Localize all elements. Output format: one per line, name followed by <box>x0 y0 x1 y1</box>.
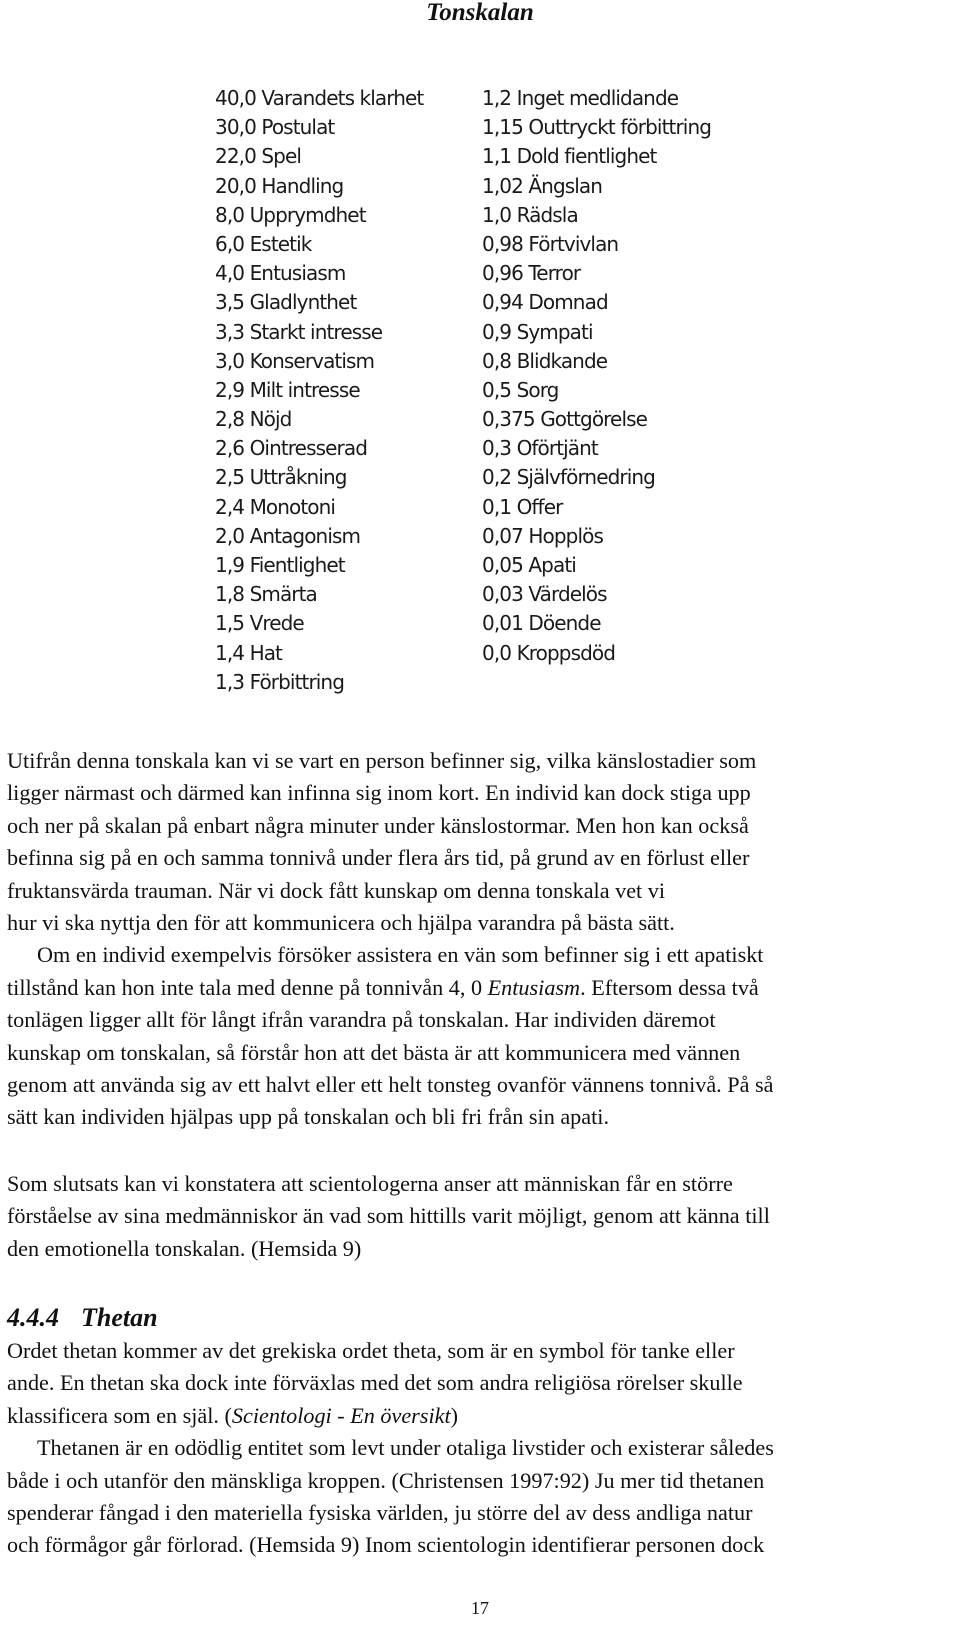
tone-level: 0,98 Förtvivlan <box>482 231 619 256</box>
italic-term: Entusiasm <box>487 974 581 1000</box>
italic-source: Scientologi - En översikt <box>231 1402 451 1428</box>
text-line: spenderar fångad i den materiella fysiska världen, ju större del av dess andliga natur <box>7 1500 753 1526</box>
tone-level: 0,01 Döende <box>482 611 601 636</box>
tone-level: 3,0 Konservatism <box>215 348 375 373</box>
text-line: sätt kan individen hjälpas upp på tonskalan och bli fri från sin apati. <box>7 1104 609 1130</box>
tone-level: 0,0 Kroppsdöd <box>482 640 616 665</box>
tone-scale-right-column <box>482 84 711 668</box>
tone-level: 0,9 Sympati <box>482 319 593 344</box>
text-line <box>7 972 957 1004</box>
tone-level: 0,3 Oförtjänt <box>482 436 598 461</box>
text-segment: klassificera som en själ. ( <box>7 1402 232 1428</box>
tone-level: 1,02 Ängslan <box>482 173 603 198</box>
text-line: Ordet thetan kommer av det grekiska ordet theta, som är en symbol för tanke eller <box>7 1338 735 1363</box>
section-heading <box>7 1302 158 1334</box>
text-line: Om en individ exempelvis försöker assistera en vän som befinner sig i ett apatiskt <box>37 942 764 968</box>
text-line: Utifrån denna tonskala kan vi se vart en person befinner sig, vilka känslostadier som <box>7 748 757 773</box>
tone-level: 1,1 Dold fientlighet <box>482 144 657 169</box>
tone-level: 0,2 Självförnedring <box>482 465 655 490</box>
tone-level: 2,4 Monotoni <box>215 494 336 519</box>
text-line: den emotionella tonskalan. (Hemsida 9) <box>7 1235 362 1261</box>
page-title: Tonskalan <box>426 0 534 26</box>
tone-level: 0,96 Terror <box>482 261 581 286</box>
tone-level: 1,3 Förbittring <box>215 669 345 694</box>
tone-level: 1,15 Outtryckt förbittring <box>482 115 712 140</box>
text-line: både i och utanför den mänskliga kroppen. (Christensen 1997:92) Ju mer tid thetanen <box>7 1467 765 1493</box>
text-segment: ) <box>450 1402 459 1428</box>
tone-level: 1,4 Hat <box>215 640 283 665</box>
text-line: genom att använda sig av ett halvt eller ett helt tonsteg ovanför vännens tonnivå. På så <box>7 1072 774 1098</box>
text-line <box>7 1400 957 1432</box>
text-line: förståelse av sina medmänniskor än vad som hittills varit möjligt, genom att känna till <box>7 1203 770 1229</box>
tone-level: 3,3 Starkt intresse <box>215 319 383 344</box>
tone-level: 2,0 Antagonism <box>215 523 361 548</box>
tone-level: 1,8 Smärta <box>215 582 317 607</box>
text-line: Thetanen är en odödlig entitet som levt under otaliga livstider och existerar således <box>37 1435 774 1461</box>
tone-level: 2,6 Ointresserad <box>215 436 367 461</box>
tone-level: 0,375 Gottgörelse <box>482 407 648 432</box>
tone-level: 2,8 Nöjd <box>215 407 292 432</box>
tone-level: 22,0 Spel <box>215 144 302 169</box>
tone-level: 1,2 Inget medlidande <box>482 86 679 110</box>
text-line: och förmågor går förlorad. (Hemsida 9) Inom scientologin identifierar personen dock <box>7 1532 765 1558</box>
tone-level: 2,9 Milt intresse <box>215 377 360 402</box>
tone-level: 6,0 Estetik <box>215 231 312 256</box>
section-title: Thetan <box>81 1303 158 1332</box>
text-line: kunskap om tonskalan, så förstår hon att det bästa är att kommunicera med vännen <box>7 1039 741 1065</box>
paragraph-conclusion <box>7 1168 957 1265</box>
tone-level: 3,5 Gladlynthet <box>215 290 357 315</box>
tone-scale-left-column <box>215 84 423 697</box>
tone-level: 0,1 Offer <box>482 494 563 519</box>
text-line: hur vi ska nyttja den för att kommunicera och hjälpa varandra på bästa sätt. <box>7 910 675 936</box>
text-segment: . Eftersom dessa två <box>580 974 759 1000</box>
tone-level: 40,0 Varandets klarhet <box>215 86 424 110</box>
tone-level: 8,0 Upprymdhet <box>215 202 366 227</box>
section-number: 4.4.4 <box>7 1303 59 1332</box>
text-line: Som slutsats kan vi konstatera att scientologerna anser att människan får en större <box>7 1171 733 1196</box>
tone-level: 0,5 Sorg <box>482 377 559 402</box>
tone-level: 0,07 Hopplös <box>482 523 603 548</box>
text-line: befinna sig på en och samma tonnivå under flera års tid, på grund av en förlust eller <box>7 845 750 871</box>
text-line: fruktansvärda trauman. När vi dock fått kunskap om denna tonskala vet vi <box>7 877 666 903</box>
tone-level: 4,0 Entusiasm <box>215 261 346 286</box>
text-line: och ner på skalan på enbart några minuter under känslostormar. Men hon kan också <box>7 812 749 838</box>
tone-scale-figure <box>0 84 960 704</box>
tone-level: 30,0 Postulat <box>215 115 335 140</box>
tone-level: 1,0 Rädsla <box>482 202 578 227</box>
text-line: ande. En thetan ska dock inte förväxlas med det som andra religiösa rörelser skulle <box>7 1370 743 1396</box>
text-line: tonlägen ligger allt för långt ifrån varandra på tonskalan. Har individen däremot <box>7 1007 716 1033</box>
text-line: ligger närmast och därmed kan infinna sig inom kort. En individ kan dock stiga upp <box>7 780 751 806</box>
paragraph-thetan <box>7 1335 957 1562</box>
tone-level: 1,9 Fientlighet <box>215 553 345 577</box>
tone-level: 0,03 Värdelös <box>482 582 607 607</box>
page-number: 17 <box>471 1598 489 1618</box>
tone-level: 0,05 Apati <box>482 553 576 577</box>
tone-level: 0,8 Blidkande <box>482 348 608 373</box>
tone-level: 20,0 Handling <box>215 173 344 198</box>
paragraph-tone-scale-usage <box>7 745 957 1134</box>
text-segment: tillstånd kan hon inte tala med denne på tonnivån 4, 0 <box>7 974 488 1000</box>
tone-level: 2,5 Uttråkning <box>215 465 347 490</box>
tone-level: 0,94 Domnad <box>482 290 608 315</box>
tone-level: 1,5 Vrede <box>215 611 304 636</box>
